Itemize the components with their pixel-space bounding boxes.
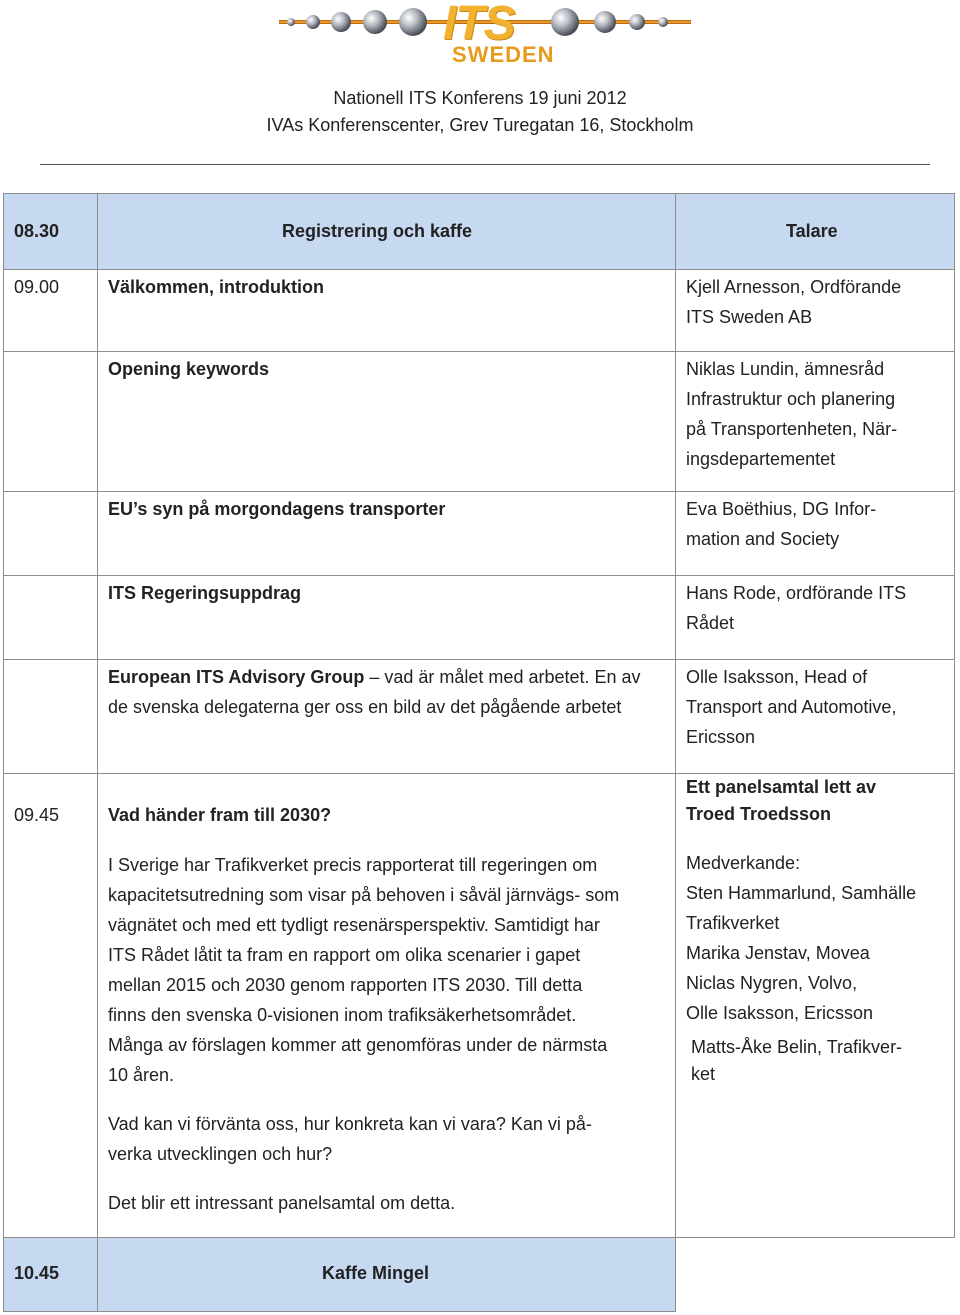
text-line: Vad kan vi förvänta oss, hur konkreta kan vi vara? Kan vi på- bbox=[108, 1114, 592, 1134]
text-line: I Sverige har Trafikverket precis rapporterat till regeringen om bbox=[108, 855, 598, 875]
text-line: Ett panelsamtal lett av bbox=[686, 777, 877, 797]
table-row bbox=[4, 270, 955, 352]
speaker-line: Olle Isaksson, Head of bbox=[686, 667, 868, 687]
speaker-line: Niklas Lundin, ämnesråd bbox=[686, 359, 885, 379]
logo-sweden: SWEDEN bbox=[452, 42, 555, 67]
text-line: 10 åren. bbox=[108, 1065, 175, 1085]
logo-its: ITS bbox=[443, 0, 515, 50]
conference-title: Nationell ITS Konferens 19 juni 2012 bbox=[333, 88, 627, 108]
its-sweden-logo bbox=[275, 2, 695, 70]
participants-label: Medverkande: bbox=[686, 853, 801, 873]
panel-speakers bbox=[676, 774, 954, 1096]
row-time: 09.00 bbox=[14, 277, 60, 297]
panel-paragraph-3: Det blir ett intressant panelsamtal om detta. bbox=[108, 1193, 456, 1213]
text-line: mellan 2015 och 2030 genom rapporten ITS 2030. Till detta bbox=[108, 975, 583, 995]
row-title: Opening keywords bbox=[108, 359, 270, 379]
participant: Trafikverket bbox=[686, 913, 780, 933]
speaker-line: Kjell Arnesson, Ordförande bbox=[686, 277, 902, 297]
speaker-line: Ericsson bbox=[686, 727, 756, 747]
speaker-line: på Transportenheten, När- bbox=[686, 419, 898, 439]
table-row bbox=[4, 660, 955, 774]
text-line: kapacitetsutredning som visar på behoven i såväl järnvägs- som bbox=[108, 885, 620, 905]
text-line: Matts-Åke Belin, Trafikver- bbox=[691, 1037, 903, 1057]
panel-paragraph-2 bbox=[108, 1109, 665, 1169]
panel-row bbox=[4, 774, 955, 1238]
header-title: Registrering och kaffe bbox=[282, 221, 473, 241]
participant: Niclas Nygren, Volvo, bbox=[686, 973, 858, 993]
panel-content bbox=[98, 774, 675, 1226]
text-line: Troed Troedsson bbox=[686, 804, 832, 824]
advisory-group-label: European ITS Advisory Group bbox=[108, 667, 365, 687]
participant: Marika Jenstav, Movea bbox=[686, 943, 870, 963]
row-title: Välkommen, introduktion bbox=[108, 277, 325, 297]
speaker-line: Infrastruktur och planering bbox=[686, 389, 896, 409]
advisory-group-desc-line2: de svenska delegaterna ger oss en bild av det pågående arbetet bbox=[108, 697, 622, 717]
panel-paragraph-1 bbox=[108, 850, 665, 1090]
row-speaker bbox=[676, 492, 954, 562]
speaker-line: Rådet bbox=[686, 613, 735, 633]
row-title: EU’s syn på morgondagens transporter bbox=[108, 499, 446, 519]
conference-venue: IVAs Konferenscenter, Grev Turegatan 16, Stockholm bbox=[266, 115, 694, 135]
speaker-line: Hans Rode, ordförande ITS bbox=[686, 583, 907, 603]
footer-time: 10.45 bbox=[14, 1263, 60, 1283]
table-row bbox=[4, 492, 955, 576]
text-line: Många av förslagen kommer att genomföras under de närmsta bbox=[108, 1035, 608, 1055]
text-line: vägnätet och med ett tydligt resenärsperspektiv. Samtidigt har bbox=[108, 915, 600, 935]
participant: Olle Isaksson, Ericsson bbox=[686, 1003, 874, 1023]
text-line: finns den svenska 0-visionen inom trafiksäkerhetsområdet. bbox=[108, 1005, 577, 1025]
table-row bbox=[4, 576, 955, 660]
panel-title: Vad händer fram till 2030? bbox=[108, 805, 332, 825]
table-footer-row bbox=[4, 1238, 955, 1312]
advisory-group-desc: – vad är målet med arbetet. En av bbox=[364, 667, 641, 687]
participants-list bbox=[686, 878, 944, 1028]
text-line: verka utvecklingen och hur? bbox=[108, 1144, 333, 1164]
header-divider bbox=[40, 164, 930, 165]
row-speaker bbox=[676, 660, 954, 760]
table-row bbox=[4, 352, 955, 492]
row-speaker bbox=[676, 576, 954, 646]
row-title: ITS Regeringsuppdrag bbox=[108, 583, 302, 603]
row-title bbox=[98, 660, 675, 730]
text-line: ket bbox=[691, 1064, 716, 1084]
panel-time: 09.45 bbox=[14, 805, 60, 825]
participant bbox=[686, 1034, 944, 1088]
text-line: ITS Rådet låtit ta fram en rapport om olika scenarier i gapet bbox=[108, 945, 581, 965]
row-speaker bbox=[676, 270, 954, 340]
row-speaker bbox=[676, 352, 954, 482]
speaker-line: ingsdepartementet bbox=[686, 449, 836, 469]
table-header-row bbox=[4, 194, 955, 270]
speaker-line: ITS Sweden AB bbox=[686, 307, 813, 327]
speaker-line: mation and Society bbox=[686, 529, 840, 549]
program-table bbox=[3, 193, 955, 1312]
panel-moderator bbox=[686, 774, 944, 828]
speaker-line: Eva Boëthius, DG Infor- bbox=[686, 499, 877, 519]
header-speaker: Talare bbox=[786, 221, 838, 241]
header-time: 08.30 bbox=[14, 221, 60, 241]
speaker-line: Transport and Automotive, bbox=[686, 697, 897, 717]
participant: Sten Hammarlund, Samhälle bbox=[686, 883, 917, 903]
footer-title: Kaffe Mingel bbox=[322, 1263, 430, 1283]
